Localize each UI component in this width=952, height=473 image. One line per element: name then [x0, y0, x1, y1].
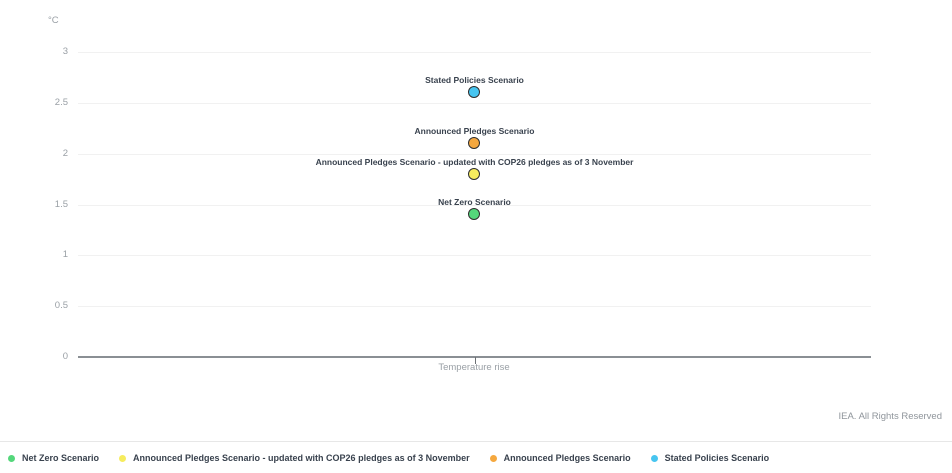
data-point[interactable]: [468, 86, 480, 98]
legend-item-label: Announced Pledges Scenario - updated with COP26 pledges as of 3 November: [133, 453, 470, 463]
data-point[interactable]: [468, 168, 480, 180]
y-tick-label: 0.5: [54, 300, 68, 312]
y-tick-label: 1.5: [54, 198, 68, 210]
data-point-label: Announced Pledges Scenario - updated with COP26 pledges as of 3 November: [315, 156, 634, 167]
data-point-label: Announced Pledges Scenario: [414, 126, 535, 136]
gridline: [78, 255, 871, 256]
legend-item[interactable]: [119, 453, 470, 463]
legend-swatch-icon: [490, 455, 497, 462]
legend-swatch-icon: [651, 455, 658, 462]
legend-item-label: Announced Pledges Scenario: [503, 453, 631, 463]
copyright-text: IEA. All Rights Reserved: [838, 411, 942, 422]
legend-divider: [0, 441, 952, 442]
gridline: [78, 154, 871, 155]
gridline: [78, 52, 871, 53]
y-tick-label: 2: [62, 147, 68, 159]
data-point[interactable]: [468, 208, 480, 220]
data-point[interactable]: [468, 137, 480, 149]
x-axis-label: Temperature rise: [438, 362, 510, 373]
legend-item-label: Stated Policies Scenario: [664, 453, 770, 463]
data-point-label: Net Zero Scenario: [438, 197, 511, 208]
legend-swatch-icon: [8, 455, 15, 462]
legend-item[interactable]: [8, 453, 99, 463]
legend-item-label: Net Zero Scenario: [22, 453, 100, 463]
y-axis-unit-label: °C: [48, 15, 59, 26]
y-tick-label: 2.5: [54, 96, 68, 108]
legend-item[interactable]: [490, 453, 631, 463]
y-tick-label: 3: [62, 46, 68, 57]
gridline: [78, 103, 871, 104]
legend-item[interactable]: [651, 453, 770, 463]
legend: [8, 453, 769, 463]
y-tick-label: 0: [62, 351, 68, 362]
gridline: [78, 306, 871, 307]
data-point-label: Stated Policies Scenario: [425, 75, 524, 86]
legend-swatch-icon: [119, 455, 126, 462]
y-tick-label: 1: [62, 249, 68, 261]
